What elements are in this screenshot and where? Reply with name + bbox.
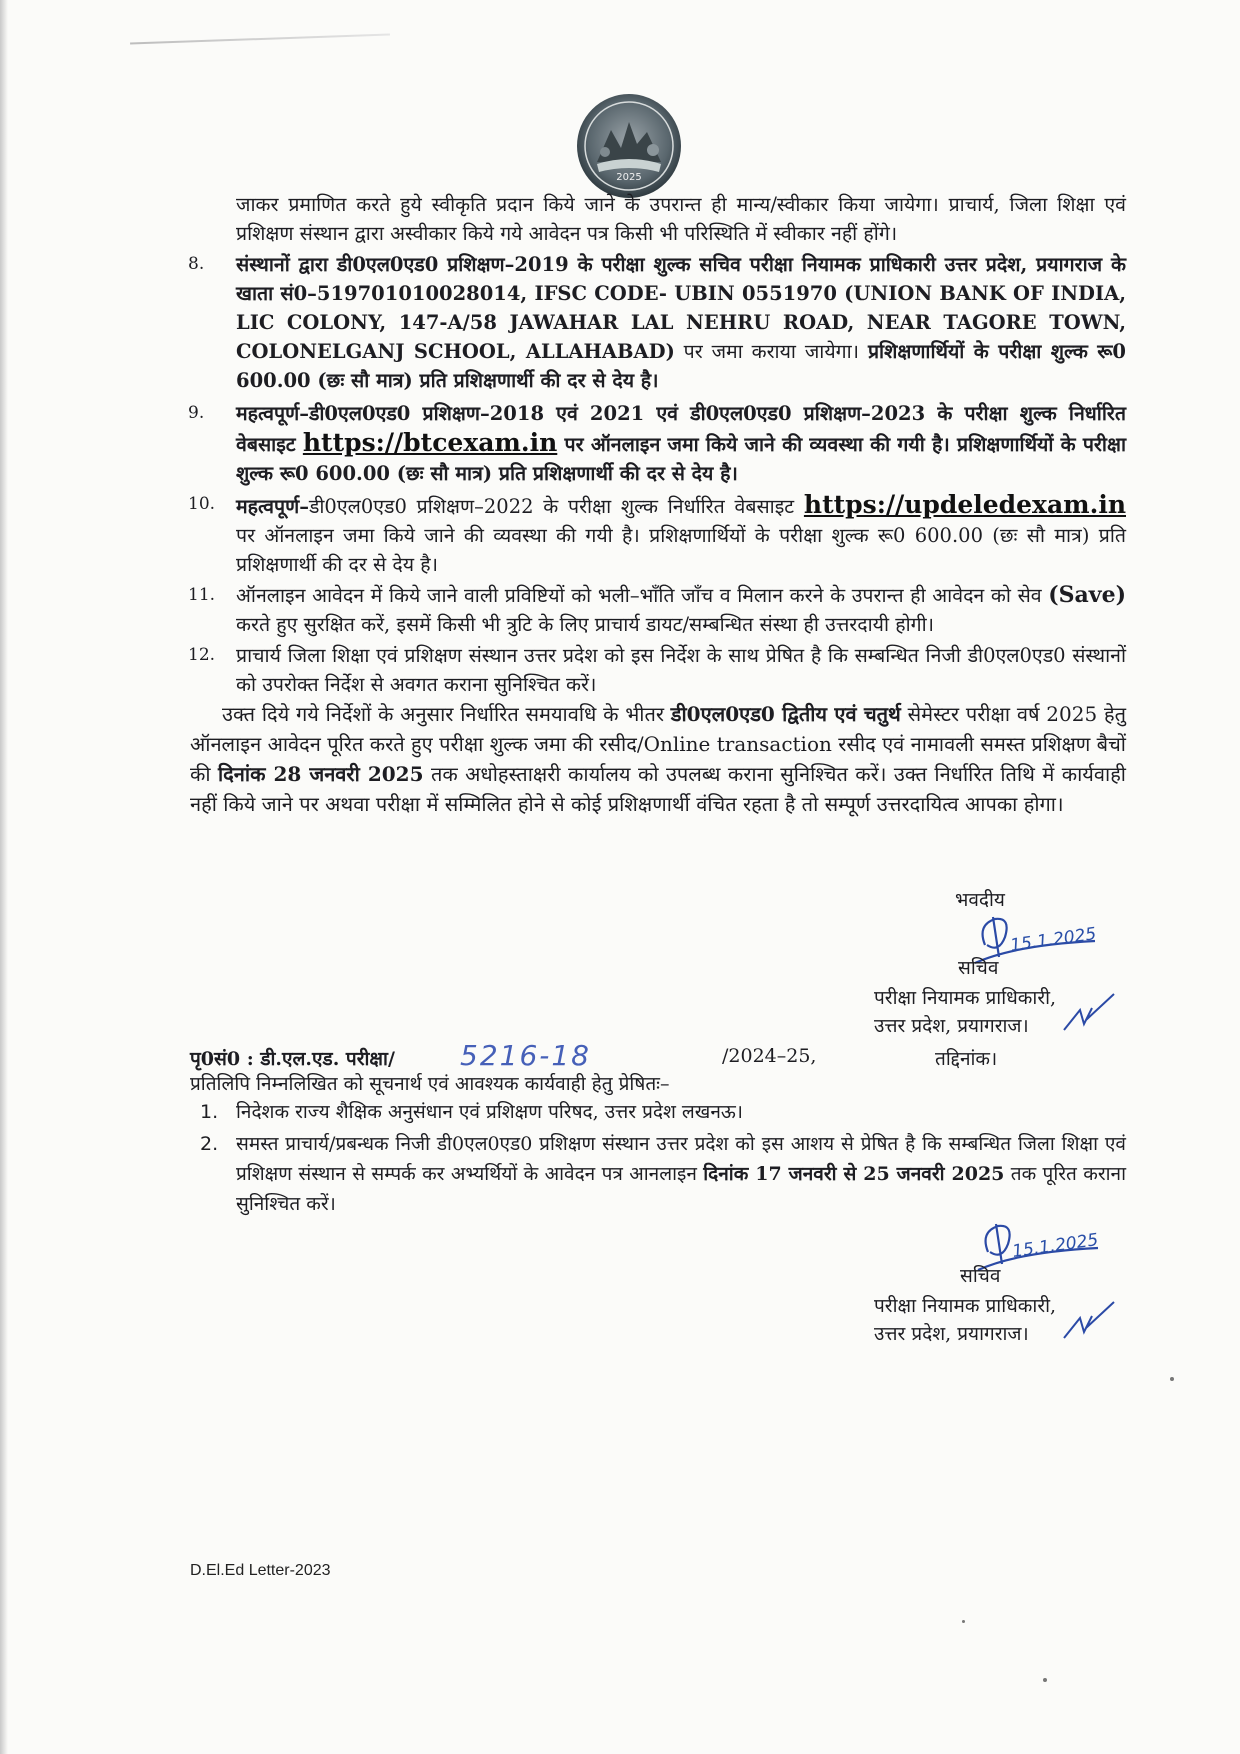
letter-body xyxy=(188,190,1126,819)
footer-label: D.El.Ed Letter-2023 xyxy=(190,1562,331,1579)
updeledexam-link[interactable]: https://updeledexam.in xyxy=(803,490,1126,519)
initials-scribble-2 xyxy=(1060,1298,1120,1348)
signature-date-2: 15.1.2025 xyxy=(1011,1230,1100,1262)
item-text: प्राचार्य जिला शिक्षा एवं प्रशिक्षण संस्थान उत्तर प्रदेश को इस निर्देश के साथ प्रेषित है कि सम्बन्धित निजी डी0एल0एड0 संस्थानों को उपरोक्त निर्देश से अवगत कराना सुनिश्चित करें। xyxy=(236,644,1126,696)
scan-speck xyxy=(962,1620,965,1623)
item-9-text: महत्वपूर्ण–डी0एल0एड0 प्रशिक्षण–2018 एवं 2021 एवं डी0एल0एड0 प्रशिक्षण–2023 के परीक्षा शुल्क निर्धारित वेबसाइट xyxy=(236,402,1126,456)
item-text xyxy=(236,490,1126,579)
copy-list xyxy=(200,1097,1126,1219)
copy-item-text xyxy=(236,1129,1126,1219)
kumbh-seal-logo xyxy=(575,92,683,200)
list-item-11 xyxy=(188,581,1126,639)
scan-artifact-line xyxy=(130,33,390,44)
signature-block-1 xyxy=(958,954,998,982)
copy-item-text: निदेशक राज्य शैक्षिक अनुसंधान एवं प्रशिक्षण परिषद, उत्तर प्रदेश लखनऊ। xyxy=(236,1101,744,1123)
copy-intro: प्रतिलिपि निम्नलिखित को सूचनार्थ एवं आवश्यक कार्यवाही हेतु प्रेषितः– xyxy=(190,1073,670,1095)
item-number: 12. xyxy=(188,645,216,665)
copy-item-2-text: समस्त प्राचार्य/प्रबन्धक निजी डी0एल0एड0 प्रशिक्षण संस्थान उत्तर प्रदेश को इस आशय से प्रेषित है कि सम्बन्धित जिला शिक्षा एवं प्रशिक्षण संस्थान से सम्पर्क कर अभ्यर्थियों के आवेदन पत्र आनलाइन xyxy=(236,1133,1126,1185)
item-11-text: ऑनलाइन आवेदन में किये जाने वाली प्रविष्टियों को भली–भाँति जाँच व मिलान करने के उपरान्त ही आवेदन को सेव xyxy=(236,584,1049,607)
item-8-text: पर जमा कराया जायेगा। xyxy=(674,340,868,363)
copy-item-number: 1. xyxy=(200,1101,219,1123)
item-10-important: महत्वपूर्ण– xyxy=(236,495,309,518)
scan-speck xyxy=(1170,1377,1174,1381)
closing-text-b: डी0एल0एड0 द्वितीय एवं चतुर्थ xyxy=(670,702,901,726)
signatory-title: सचिव xyxy=(960,1265,1001,1287)
copy-item-2-text-rest: तक पूरित कराना सुनिश्चित करें। xyxy=(236,1163,1126,1215)
signatory-title: सचिव xyxy=(958,957,999,979)
item-number: 10. xyxy=(188,494,216,514)
closing-text-e: तक अधोहस्ताक्षरी कार्यालय को उपलब्ध कराना सुनिश्चित करें। उक्त निर्धारित तिथि में कार्यवाही नहीं किये जाने पर अथवा परीक्षा में सम्मिलित होने से कोई प्रशिक्षणार्थी वंचित रहता है तो सम्पूर्ण उत्तरदायित्व आपका होगा। xyxy=(190,762,1126,816)
page-edge-shadow xyxy=(0,0,8,1754)
list-item-8 xyxy=(188,250,1126,395)
initials-scribble-1 xyxy=(1060,990,1120,1040)
item-10-text: डी0एल0एड0 प्रशिक्षण–2022 के परीक्षा शुल्क निर्धारित वेबसाइट xyxy=(308,495,804,518)
closing-paragraph xyxy=(190,699,1126,819)
copy-item-2 xyxy=(200,1129,1126,1219)
reference-year: /2024–25, xyxy=(722,1045,817,1067)
intro-paragraph: जाकर प्रमाणित करते हुये स्वीकृति प्रदान किये जाने के उपरान्त ही मान्य/स्वीकार किया जायेगा। प्राचार्य, जिला शिक्षा एवं प्रशिक्षण संस्थान द्वारा अस्वीकार किये गये आवेदन पत्र किसी भी परिस्थिति में स्वीकार नहीं होंगे। xyxy=(236,193,1126,245)
item-8-fee-text: प्रशिक्षणार्थियों के परीक्षा शुल्क रू0 600.00 (छः सौ मात्र) प्रति प्रशिक्षणार्थी की दर से देय है। xyxy=(236,340,1126,392)
designation-line-1: परीक्षा नियामक प्राधिकारी, xyxy=(874,1295,1057,1317)
copy-item-2-dates: दिनांक 17 जनवरी से 25 जनवरी 2025 xyxy=(703,1163,1005,1185)
closing-text-a: उक्त दिये गये निर्देशों के अनुसार निर्धारित समयावधि के भीतर xyxy=(222,702,671,726)
seal-year: 2025 xyxy=(616,172,642,183)
list-item-10 xyxy=(188,490,1126,579)
item-number: 8. xyxy=(188,254,205,274)
signature-date-1: 15.1.2025 xyxy=(1009,924,1098,956)
item-text xyxy=(236,399,1126,488)
reference-line xyxy=(190,1039,1130,1072)
scan-speck xyxy=(1043,1678,1047,1682)
designation-line-1: परीक्षा नियामक प्राधिकारी, xyxy=(874,987,1057,1009)
item-8-bold-text: संस्थानों द्वारा डी0एल0एड0 प्रशिक्षण–2019 के परीक्षा शुल्क सचिव परीक्षा नियामक प्राधिकारी उत्तर प्रदेश, प्रयागराज के खाता सं0–519701010028014, IFSC CODE- UBIN 0551970 (UNION BANK OF INDIA, LIC COLONY, 147-A/58 JAWAHAR LAL NEHRU ROAD, NEAR TAGORE TOWN, COLONELGANJ SCHOOL, ALLAHABAD) xyxy=(236,253,1126,363)
item-text xyxy=(236,250,1126,395)
signatory-designation-1 xyxy=(874,984,1056,1040)
item-10-text-rest: पर ऑनलाइन जमा किये जाने की व्यवस्था की गयी है। प्रशिक्षणार्थियों के परीक्षा शुल्क रू0 600.00 (छः सौ मात्र) प्रति प्रशिक्षणार्थी की दर से देय है। xyxy=(236,524,1126,576)
closing-text-c: सेमेस्टर परीक्षा वर्ष 2025 हेतु ऑनलाइन आवेदन पूरित करते हुए परीक्षा शुल्क जमा की रसीद/Online transaction रसीद एवं नामावली समस्त प्रशिक्षण बैचों की xyxy=(190,702,1126,786)
item-number: 9. xyxy=(188,403,205,423)
reference-prefix: पृ0सं0 : डी.एल.एड. परीक्षा/ xyxy=(190,1048,395,1070)
item-9-text-rest: पर ऑनलाइन जमा किये जाने की व्यवस्था की गयी है। प्रशिक्षणार्थियों के परीक्षा शुल्क रू0 600.00 (छः सौ मात्र) प्रति प्रशिक्षणार्थी की दर से देय है। xyxy=(236,433,1126,485)
list-item-9 xyxy=(188,399,1126,488)
list-item-12 xyxy=(188,641,1126,699)
btcexam-link[interactable]: https://btcexam.in xyxy=(302,428,558,457)
item-11-text-rest: करते हुए सुरक्षित करें, इसमें किसी भी त्रुटि के लिए प्राचार्य डायट/सम्बन्धित संस्था ही उत्तरदायी होगी। xyxy=(236,613,935,636)
copy-item-1 xyxy=(200,1097,1126,1127)
signatory-designation-2 xyxy=(874,1292,1056,1348)
item-text xyxy=(236,581,1126,639)
item-number: 11. xyxy=(188,585,216,605)
copy-item-number: 2. xyxy=(200,1133,219,1155)
reference-date: तद्दिनांक। xyxy=(935,1048,998,1070)
designation-line-2: उत्तर प्रदेश, प्रयागराज। xyxy=(874,1015,1029,1037)
designation-line-2: उत्तर प्रदेश, प्रयागराज। xyxy=(874,1323,1029,1345)
signature-block-2 xyxy=(960,1262,1000,1290)
closing-deadline: दिनांक 28 जनवरी 2025 xyxy=(217,762,424,786)
save-term: (Save) xyxy=(1048,582,1126,608)
signoff-bhavdiya: भवदीय xyxy=(955,889,1005,911)
reference-number: 5216-18 xyxy=(460,1039,591,1072)
